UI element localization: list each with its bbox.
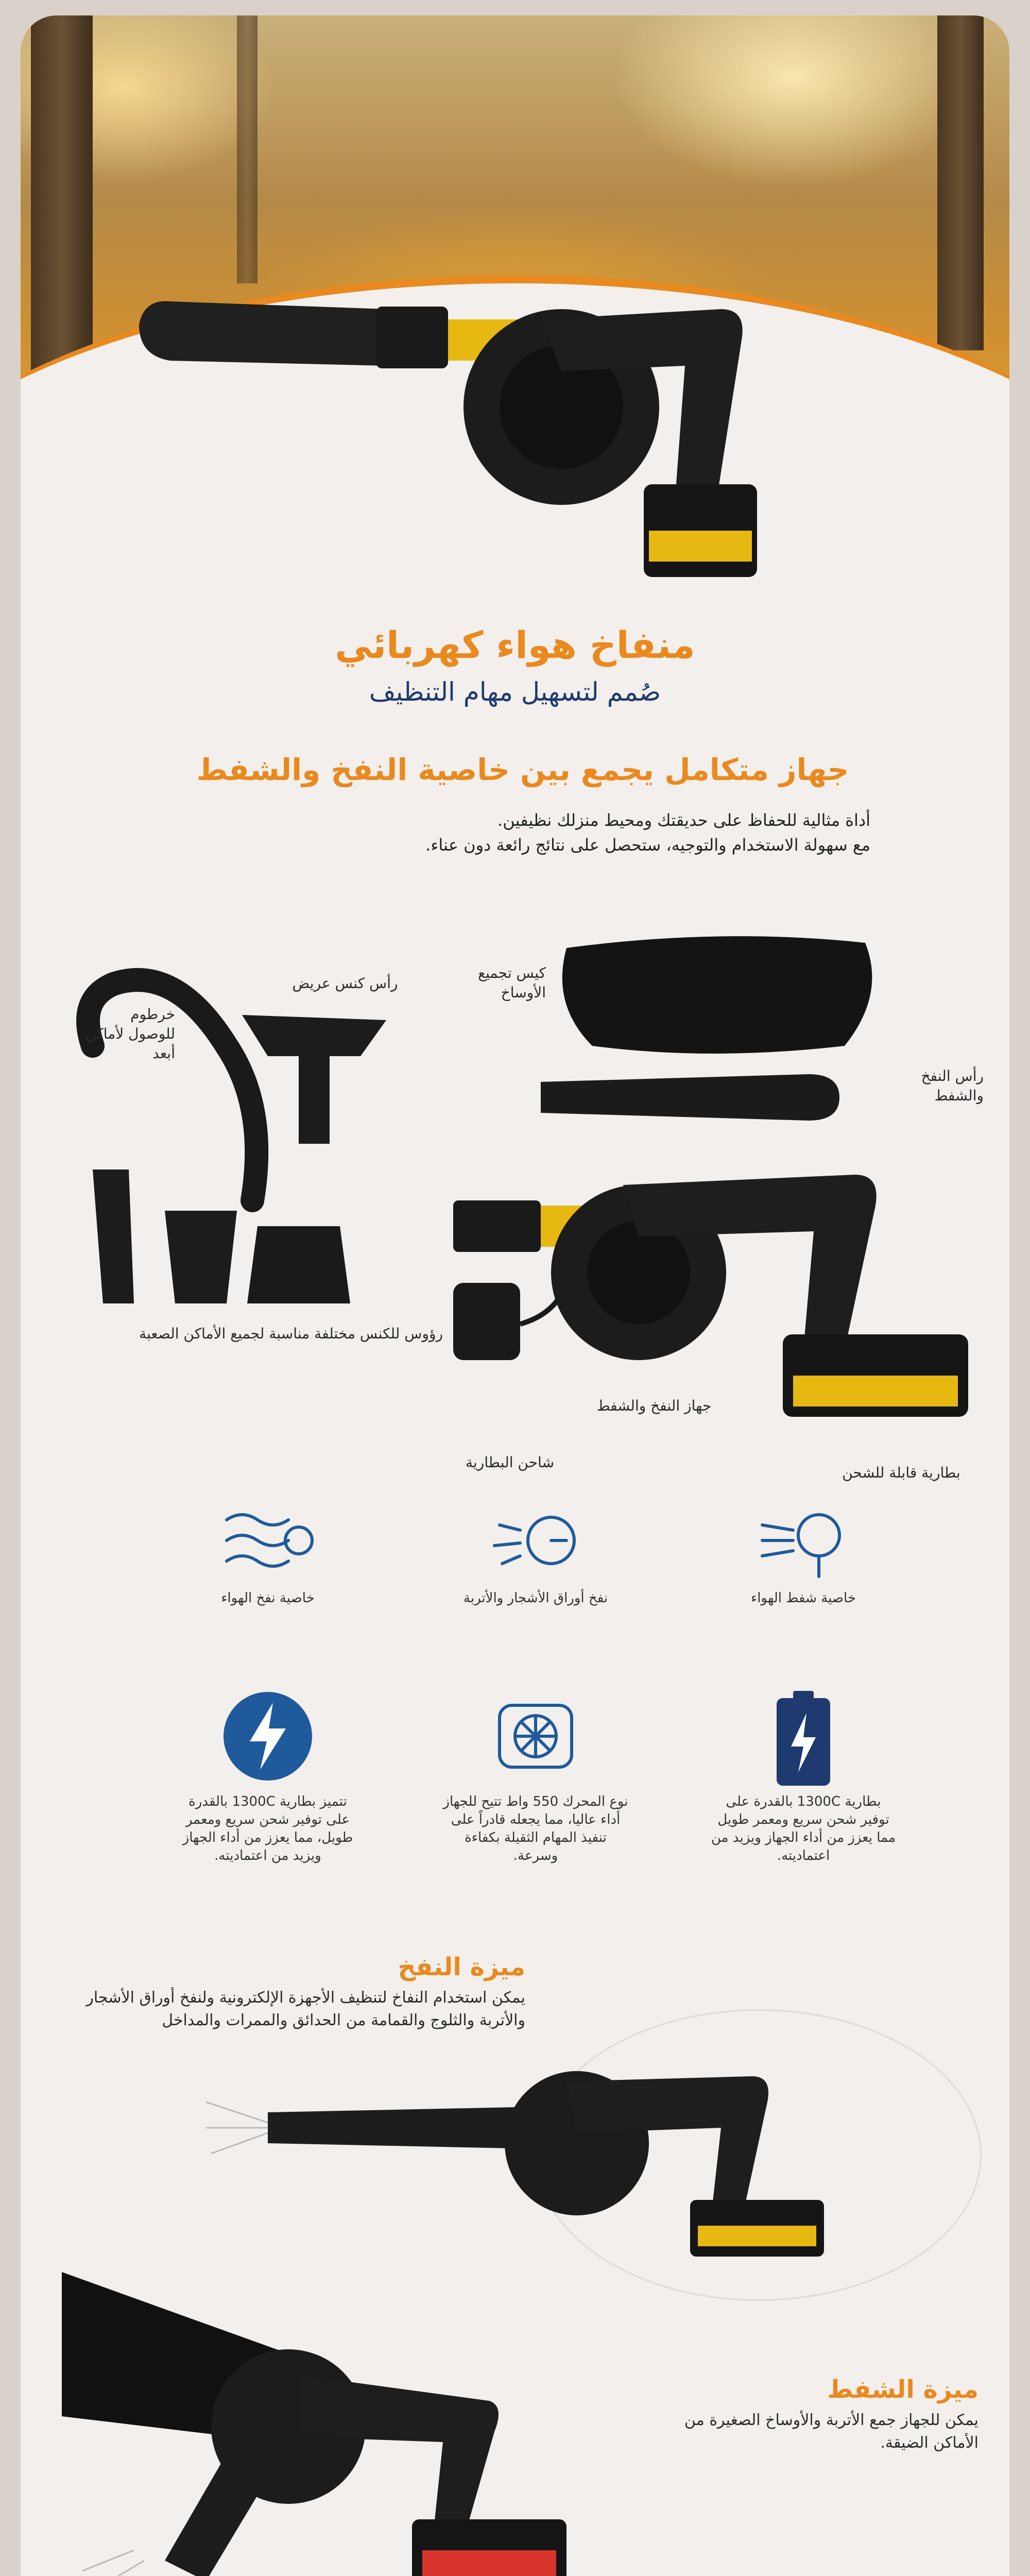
part-label-battery: بطارية قابلة للشحن <box>842 1464 960 1481</box>
tree-trunk <box>237 15 258 283</box>
suck-feature-section <box>21 2272 1009 2576</box>
battery-icon <box>772 1690 834 1788</box>
suction-icon <box>757 1499 850 1582</box>
part-label-charger: شاحن البطارية <box>465 1454 555 1471</box>
blow-feature-title: ميزة النفخ <box>398 1953 525 1981</box>
tree-trunk <box>31 15 93 376</box>
intro-line-1: أداة مثالية للحفاظ على حديقتك ومحيط منزلك نظيفين. <box>497 810 870 830</box>
nozzles-image <box>82 1170 402 1324</box>
part-label-nozzles: رؤوس للكنس مختلفة مناسبة لجميع الأماكن الصعبة <box>139 1325 443 1342</box>
blow-feature-section <box>21 1953 1009 2324</box>
blower-body-image <box>453 1154 978 1422</box>
blow-feature-text <box>82 1953 525 2031</box>
suck-feature-desc: يمكن للجهاز جمع الأتربة والأوساخ الصغيرة من الأماكن الضيقة. <box>684 2411 978 2452</box>
features-row-2 <box>175 1690 896 1927</box>
parts-section <box>21 902 1009 1494</box>
part-label-wide-nozzle: رأس كنس عريض <box>292 975 398 992</box>
suck-feature-title: ميزة الشفط <box>827 2375 978 2404</box>
features-row-1 <box>175 1499 896 1664</box>
intro-block <box>175 752 870 857</box>
part-label-hose: خرطوم للوصول لأماكن أبعد <box>85 1006 175 1062</box>
feature-label: نوع المحرك 550 واط تتيح للجهاز أداء عاليا، مما يجعله قادراً على تنفيذ المهام الثقيلة بكفاءة وسرعة. <box>443 1794 628 1864</box>
feature-label: تتميز بطارية 1300C بالقدرة على توفير شحن سريع ومعمر طويل، مما يعزز من أداء الجهاز ويزيد من اعتماديته. <box>182 1794 353 1864</box>
feature-label: بطارية 1300C بالقدرة على توفير شحن سريع ومعمر طويل مما يعزز من أداء الجهاز ويزيد من اعتماديته. <box>711 1794 896 1864</box>
hero-subtitle: صُمم لتسهيل مهام التنظيف <box>369 677 661 707</box>
blower-suction-image <box>52 2272 618 2576</box>
dust-bag-image <box>556 933 886 1056</box>
part-label-body: جهاز النفخ والشفط <box>596 1397 712 1414</box>
hero-blower-image <box>139 289 757 577</box>
blow-tube-image <box>541 1072 850 1123</box>
intro-heading: جهاز متكامل يجمع بين خاصية النفخ والشفط <box>196 752 849 787</box>
leaves-blower-icon <box>489 1499 582 1582</box>
hero-title: منفاخ هواء كهربائي <box>335 623 695 667</box>
wide-nozzle-image <box>237 999 391 1149</box>
feature-label: خاصية شفط الهواء <box>750 1590 856 1606</box>
blow-feature-desc: يمكن استخدام النفاخ لتنظيف الأجهزة الإلكترونية ولنفخ أوراق الأشجار والأتربة والثلوج والقمامة من الحدائق والممرات والمداخل <box>86 1989 525 2029</box>
hero-title-block <box>21 623 1009 707</box>
product-page <box>21 15 1009 2576</box>
blower-blowing-image <box>206 2071 958 2267</box>
feature-label: خاصية نفخ الهواء <box>221 1590 315 1606</box>
part-label-bag: كيس تجميع الأوساخ <box>478 964 546 1001</box>
tree-trunk <box>937 15 984 350</box>
motor-icon <box>484 1690 587 1783</box>
part-label-blow-head: رأس النفخ والشفط <box>921 1067 984 1104</box>
lightning-icon <box>221 1690 314 1783</box>
blow-air-icon <box>221 1499 314 1582</box>
intro-line-2: مع سهولة الاستخدام والتوجيه، ستحصل على نتائج رائعة دون عناء. <box>425 835 870 855</box>
suck-feature-text <box>659 2375 978 2454</box>
feature-label: نفخ أوراق الأشجار والأتربة <box>463 1590 608 1606</box>
